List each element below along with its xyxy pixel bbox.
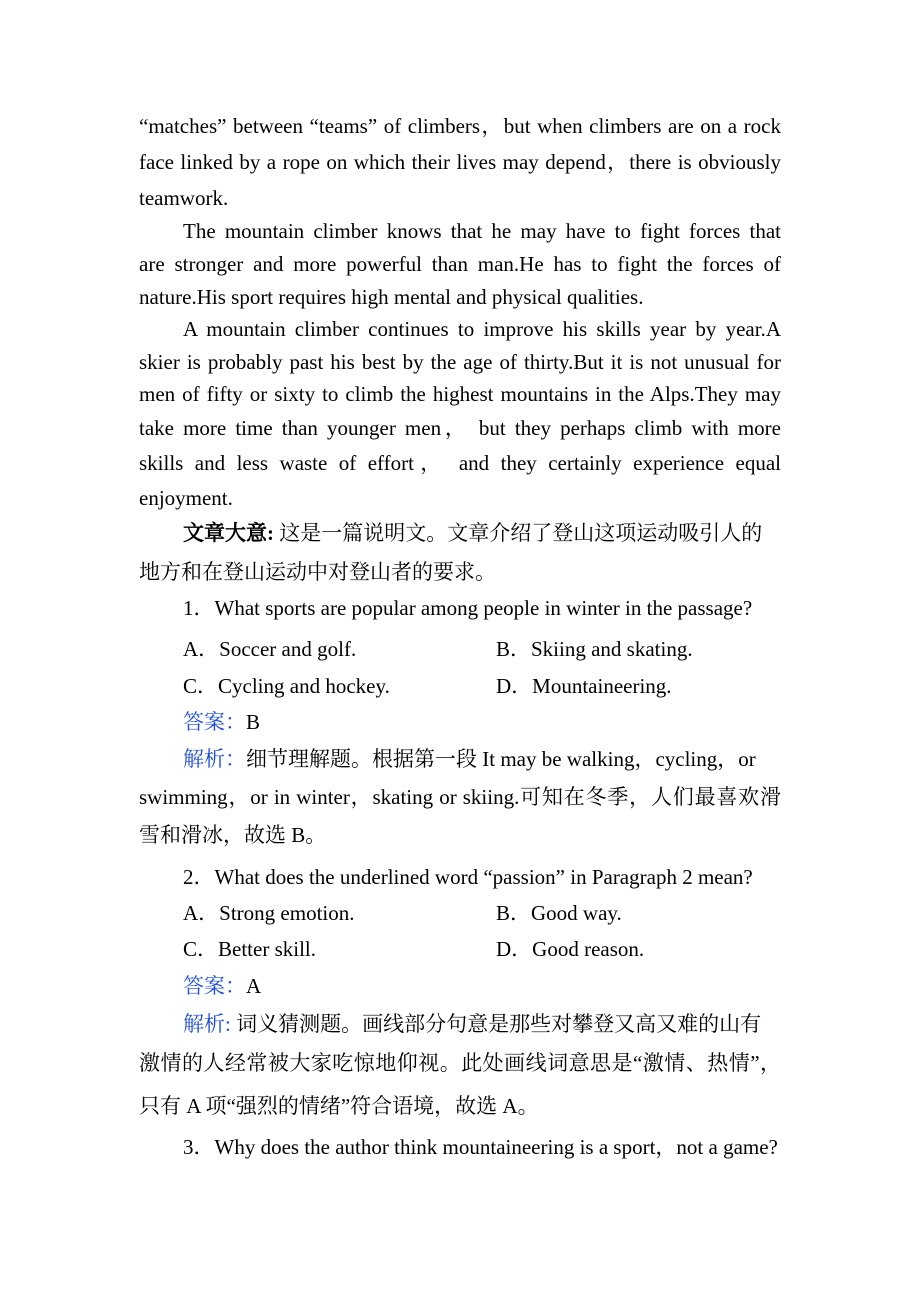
analysis-line: swimming，or in winter，skating or skiing.可知在冬季，人们最喜欢滑 <box>139 785 781 809</box>
passage-line: nature.His sport requires high mental and physical qualities. <box>139 285 644 309</box>
analysis-line: 激情的人经常被大家吃惊地仰视。此处画线词意思是“激情、热情”， <box>139 1051 781 1075</box>
summary-line: 地方和在登山运动中对登山者的要求。 <box>139 560 496 584</box>
option-d: D．Mountaineering. <box>496 674 672 698</box>
answer-label: 答案： <box>183 710 246 734</box>
option-a: A．Strong emotion. <box>183 901 355 925</box>
question-stem: 3．Why does the author think mountaineering is a sport，not a game? <box>183 1135 778 1159</box>
answer-value: B <box>246 710 261 734</box>
analysis-text: 词义猜测题。画线部分句意是那些对攀登又高又难的山有 <box>230 1012 762 1036</box>
option-c: C．Better skill. <box>183 937 316 961</box>
passage-line: are stronger and more powerful than man.He has to fight the forces of <box>139 252 781 276</box>
passage-line: teamwork. <box>139 186 229 210</box>
summary-label: 文章大意: <box>183 521 274 545</box>
passage-line: men of fifty or sixty to climb the highest mountains in the Alps.They may <box>139 382 781 406</box>
answer-line <box>183 704 781 740</box>
analysis-label: 解析： <box>183 747 246 771</box>
answer-label: 答案： <box>183 974 246 998</box>
passage-line: The mountain climber knows that he may have to fight forces that <box>183 219 781 243</box>
passage-line: enjoyment. <box>139 486 233 510</box>
passage-line: skills and less waste of effort， and they certainly experience equal <box>139 451 781 475</box>
passage-line: “matches” between “teams” of climbers，but when climbers are on a rock <box>139 114 781 138</box>
passage-line: A mountain climber continues to improve his skills year by year.A <box>183 317 781 341</box>
answer-value: A <box>246 974 262 998</box>
option-b: B．Good way. <box>496 901 622 925</box>
analysis-line: 只有 A 项“强烈的情绪”符合语境，故选 A。 <box>139 1094 539 1118</box>
option-d: D．Good reason. <box>496 937 645 961</box>
passage-line: take more time than younger men， but they perhaps climb with more <box>139 416 781 440</box>
passage-line: face linked by a rope on which their lives may depend，there is obviously <box>139 150 781 174</box>
analysis-line <box>183 1006 781 1042</box>
summary-text: 这是一篇说明文。文章介绍了登山这项运动吸引人的 <box>274 521 763 545</box>
analysis-label: 解析: <box>183 1012 231 1036</box>
passage-line: skier is probably past his best by the age of thirty.But it is not unusual for <box>139 350 781 374</box>
question-stem: 1．What sports are popular among people in winter in the passage? <box>183 596 753 620</box>
analysis-text: 细节理解题。根据第一段 It may be walking，cycling，or <box>246 747 756 771</box>
option-b: B．Skiing and skating. <box>496 637 693 661</box>
summary-line <box>183 515 781 551</box>
option-c: C．Cycling and hockey. <box>183 674 390 698</box>
question-stem: 2．What does the underlined word “passion” in Paragraph 2 mean? <box>183 865 753 889</box>
analysis-line: 雪和滑冰，故选 B。 <box>139 823 327 847</box>
option-a: A．Soccer and golf. <box>183 637 357 661</box>
answer-line <box>183 968 781 1004</box>
analysis-line <box>183 741 781 777</box>
